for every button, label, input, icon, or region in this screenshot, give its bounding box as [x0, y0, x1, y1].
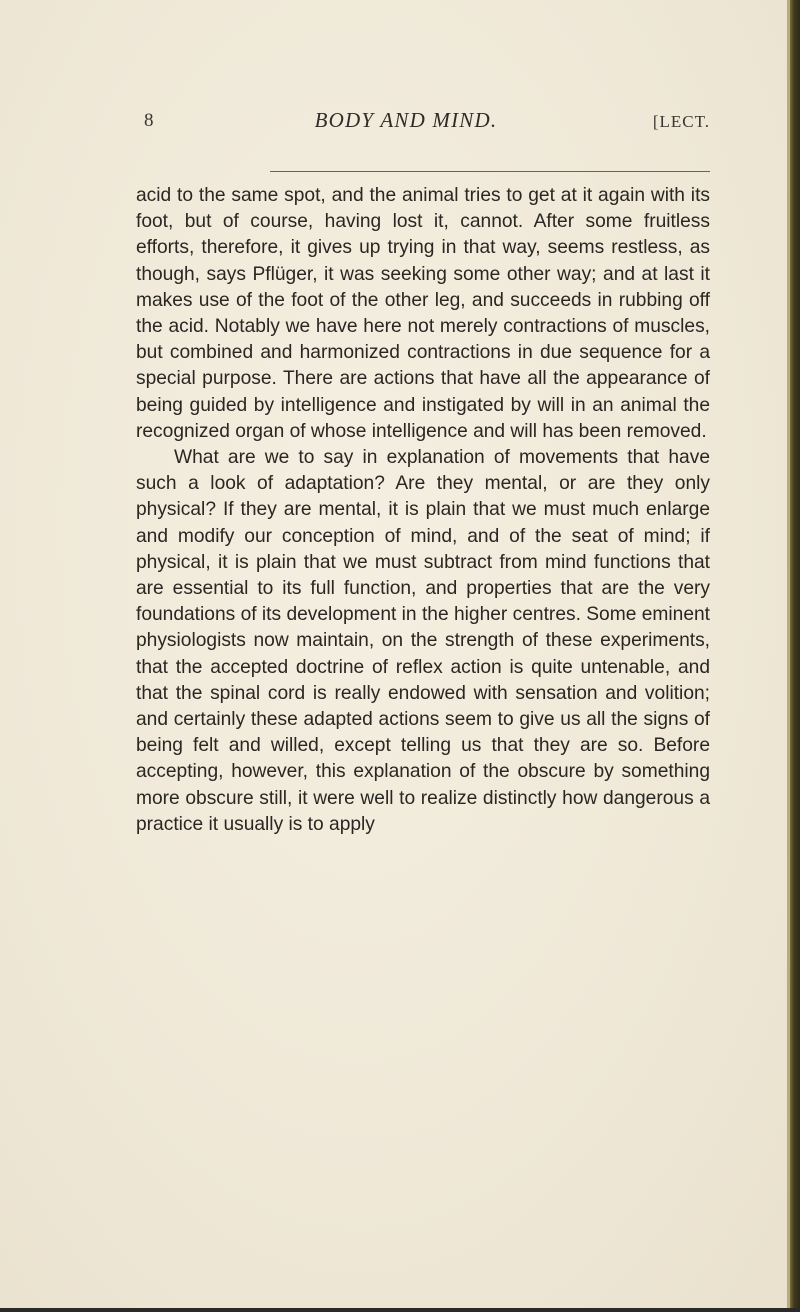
bottom-edge — [0, 1308, 800, 1312]
header-rule — [270, 171, 710, 172]
running-title: BODY AND MIND. — [314, 108, 498, 132]
paragraph-2: What are we to say in explanation of movements that have such a look of adaptation? Are they mental, or are they only physical? If they are mental, it is plain that we must much enlarge and modify our conception of mind, and of the seat of mind; if physical, it is plain that we must subtract from mind functions that are essential to its full function, and properties that are the very foundations of its development in the higher centres. Some eminent physiologists now maintain, on the strength of these experiments, that the accepted doctrine of reflex action is quite untenable, and that the spinal cord is really endowed with sensation and volition; and certainly these adapted actions seem to give us all the signs of being felt and willed, except telling us that they are so. Before accepting, however, this explanation of the obscure by something more obscure still, it were well to realize distinctly how dangerous a practice it usually is to apply — [136, 447, 710, 835]
page-number: 8 — [144, 110, 154, 131]
body-text — [136, 183, 710, 838]
paragraph-1: acid to the same spot, and the animal tries to get at it again with its foot, but of course, having lost it, cannot. After some fruitless efforts, therefore, it gives up trying in that way, seems restless, as though, says Pflüger, it was seeking some other way; and at last it makes use of the foot of the other leg, and succeeds in rubbing off the acid. Notably we have here not merely contractions of muscles, but combined and harmonized contractions in due sequence for a special purpose. There are actions that have all the appearance of being guided by intelligence and instigated by will in an animal the recognized organ of whose intelligence and will has been removed. — [136, 185, 710, 442]
section-mark: [LECT. — [652, 112, 710, 131]
running-head — [136, 110, 710, 146]
binding-edge — [790, 0, 800, 1312]
